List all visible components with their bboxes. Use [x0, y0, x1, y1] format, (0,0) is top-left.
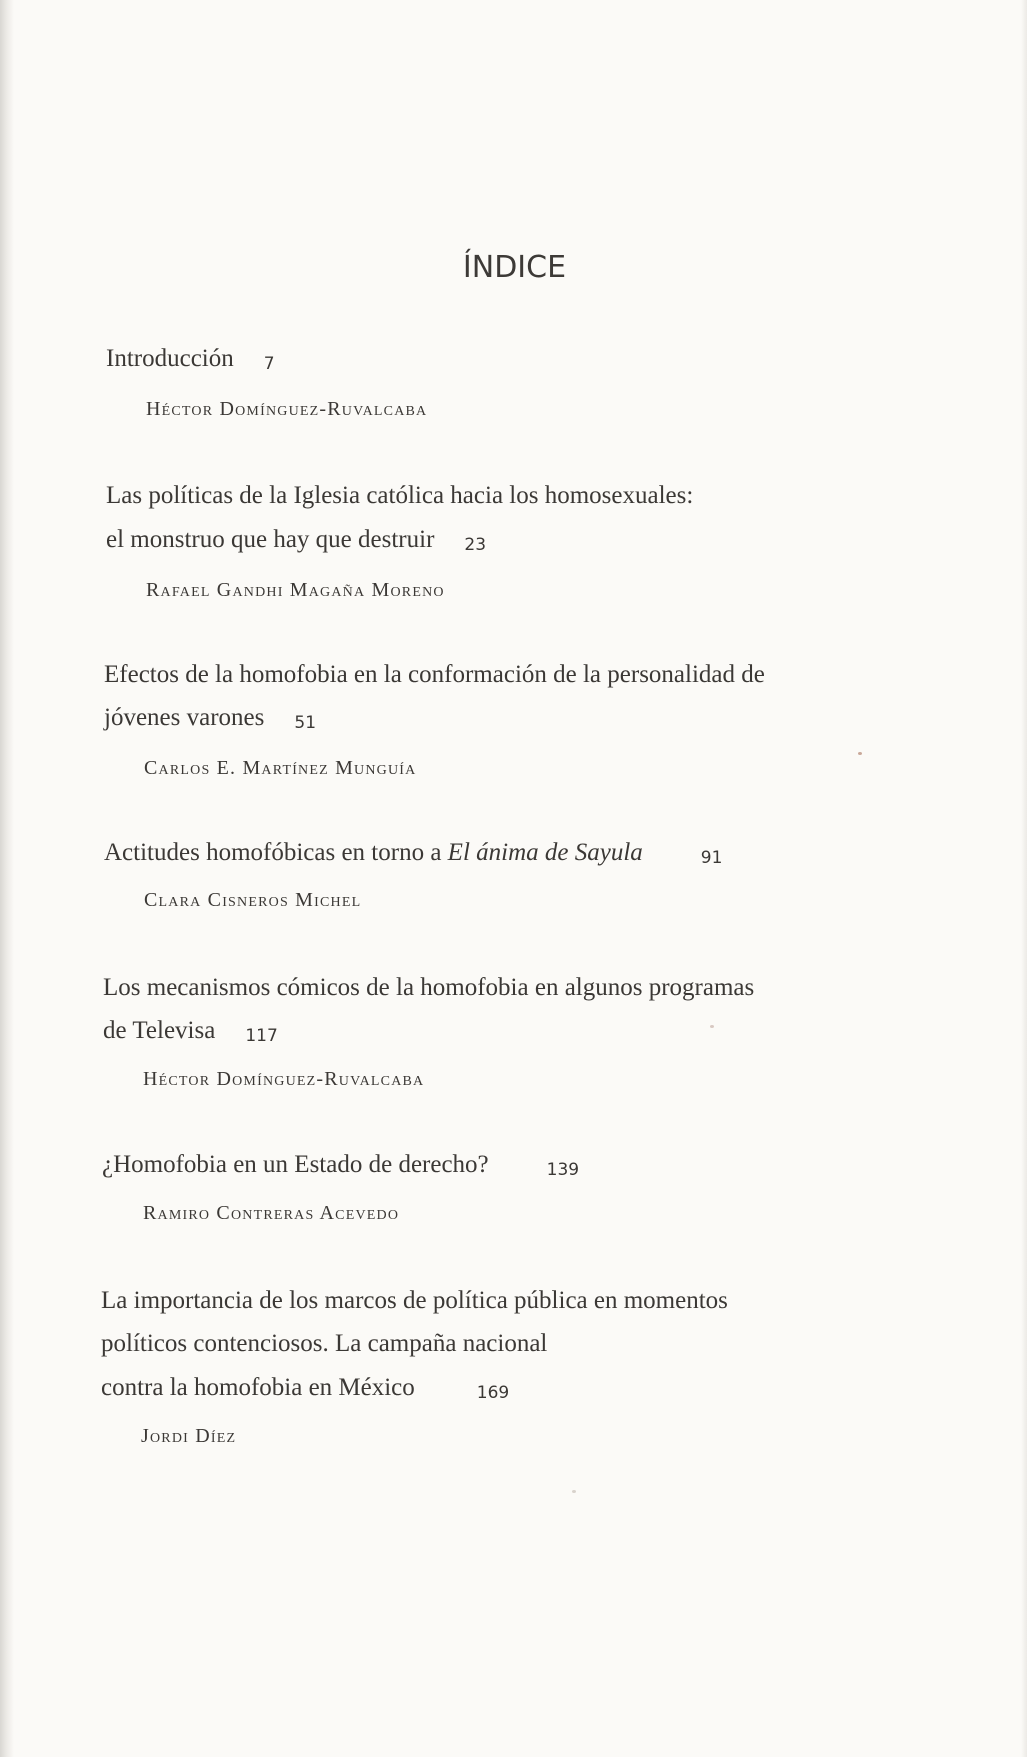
page-number: 7 — [263, 354, 275, 374]
toc-title-line: políticos contenciosos. La campaña nacional — [101, 1330, 548, 1357]
toc-title-line: Las políticas de la Iglesia católica hacia los homosexuales: — [106, 482, 694, 509]
toc-title-line: de Televisa — [103, 1017, 216, 1044]
paper-speck — [710, 1025, 714, 1028]
toc-entry-title — [103, 1016, 278, 1048]
toc-entry-author: Héctor Domínguez-Ruvalcaba — [146, 398, 428, 420]
toc-entry-title — [104, 703, 316, 735]
toc-entry-title — [104, 838, 722, 870]
toc-entry-title — [102, 1150, 579, 1182]
toc-entry-author: Héctor Domínguez-Ruvalcaba — [143, 1068, 425, 1090]
toc-title-line: La importancia de los marcos de política pública en momentos — [101, 1287, 728, 1314]
toc-entry-author: Jordi Díez — [141, 1425, 237, 1447]
toc-entry-title — [106, 344, 275, 376]
toc-title-italic: El ánima de Sayula — [447, 839, 643, 866]
toc-entry-title — [101, 1373, 509, 1405]
toc-title-line: el monstruo que hay que destruir — [106, 526, 435, 553]
page-number: 51 — [294, 713, 317, 733]
page-title: ÍNDICE — [462, 250, 567, 285]
toc-title-line: jóvenes varones — [104, 704, 265, 731]
page-number: 23 — [464, 535, 487, 555]
page-number: 139 — [546, 1160, 580, 1180]
toc-title-line: Introducción — [106, 345, 234, 372]
toc-title-line: contra la homofobia en México — [101, 1374, 415, 1401]
toc-entry-title — [106, 525, 486, 557]
toc-title-prefix: Actitudes homofóbicas en torno a — [104, 839, 448, 866]
page-number: 169 — [476, 1383, 510, 1403]
toc-entry-author: Clara Cisneros Michel — [144, 889, 362, 911]
toc-entry-author: Carlos E. Martínez Munguía — [144, 757, 417, 779]
paper-speck — [572, 1490, 576, 1493]
toc-title-line: Los mecanismos cómicos de la homofobia en algunos programas — [103, 974, 755, 1001]
toc-title-line: Efectos de la homofobia en la conformación de la personalidad de — [104, 661, 765, 688]
page-number: 91 — [700, 848, 723, 868]
toc-title-line: ¿Homofobia en un Estado de derecho? — [102, 1151, 489, 1178]
paper-speck — [858, 752, 862, 755]
page-number: 117 — [245, 1026, 278, 1046]
toc-entry-author: Ramiro Contreras Acevedo — [143, 1202, 400, 1224]
toc-entry-author: Rafael Gandhi Magaña Moreno — [146, 579, 445, 601]
